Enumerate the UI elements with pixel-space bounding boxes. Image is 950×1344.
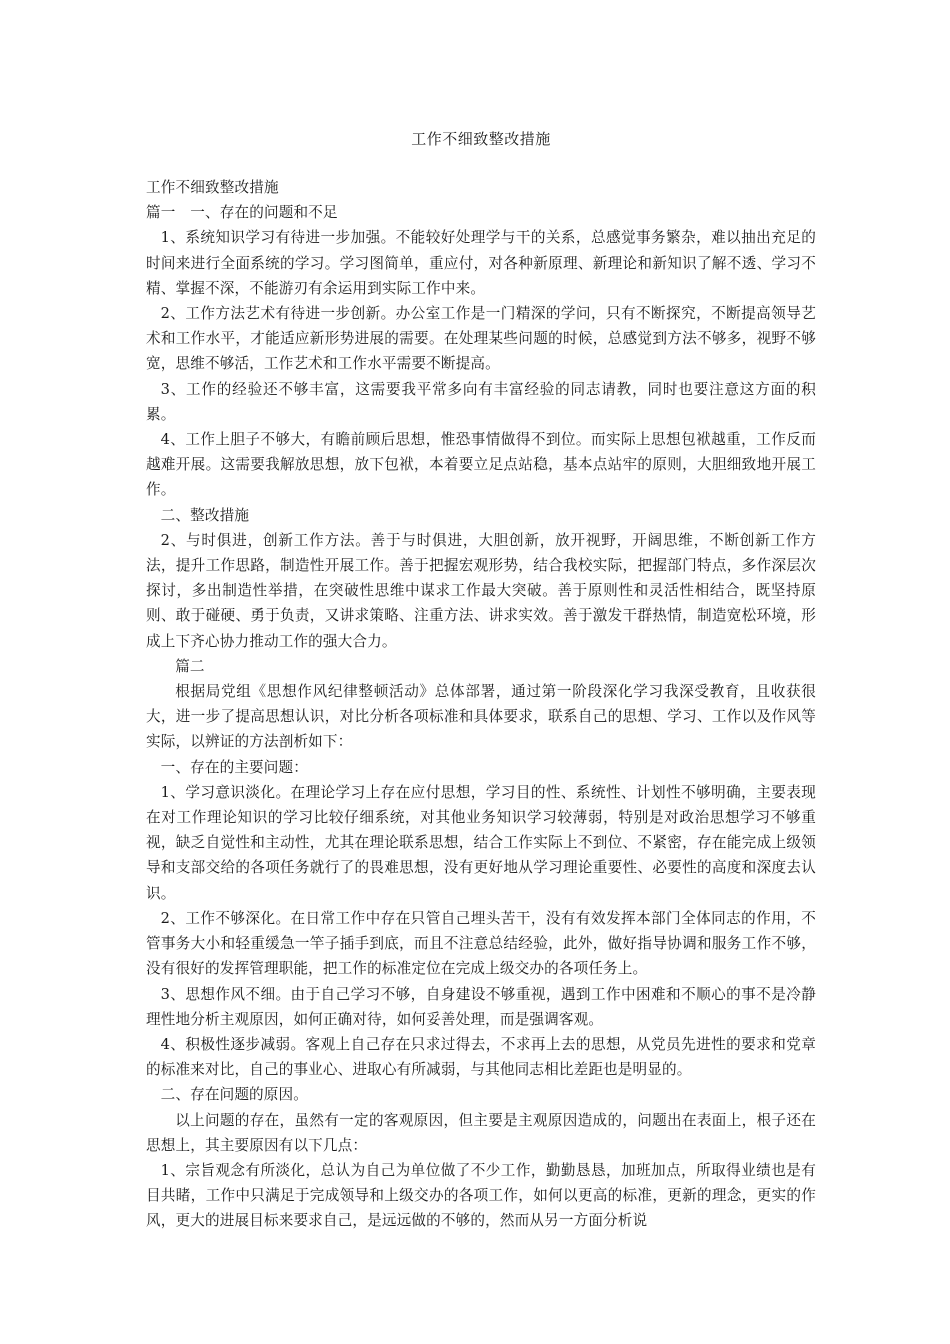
- document-body: [146, 175, 816, 1234]
- paragraph: 一、存在的主要问题：: [160, 758, 309, 776]
- paragraph: 篇二: [175, 657, 205, 675]
- paragraph: 根据局党组《思想作风纪律整顿活动》总体部署，通过第一阶段深化学习我深受教育，且收获很大，进一步了提高思想认识，对比分析各项标准和具体要求，联系自己的思想、学习、工作以及作风等实际，以辨证的方法剖析如下：: [146, 683, 816, 751]
- paragraph: 1、系统知识学习有待进一步加强。不能较好处理学与干的关系，总感觉事务繁杂，难以抽出充足的时间来进行全面系统的学习。学习图简单，重应付，对各种新原理、新理论和新知识了解不透、学习不精、掌握不深，不能游刃有余运用到实际工作中来。: [146, 229, 816, 297]
- paragraph: 3、工作的经验还不够丰富，这需要我平常多向有丰富经验的同志请教，同时也要注意这方面的积累。: [146, 380, 816, 423]
- paragraph: 2、工作不够深化。在日常工作中存在只管自己埋头苦干，没有有效发挥本部门全体同志的作用，不管事务大小和轻重缓急一竿子插手到底，而且不注意总结经验，此外，做好指导协调和服务工作不够，没有很好的发挥管理职能，把工作的标准定位在完成上级交办的各项任务上。: [146, 909, 816, 978]
- paragraph: 以上问题的存在，虽然有一定的客观原因，但主要是主观原因造成的，问题出在表面上，根子还在思想上，其主要原因有以下几点：: [146, 1111, 816, 1154]
- paragraph: 篇一 一、存在的问题和不足: [146, 204, 338, 222]
- paragraph: 3、思想作风不细。由于自己学习不够，自身建设不够重视，遇到工作中困难和不顺心的事不是冷静理性地分析主观原因，如何正确对待，如何妥善处理，而是强调客观。: [146, 985, 816, 1028]
- paragraph: 4、积极性逐步减弱。客观上自己存在只求过得去，不求再上去的思想，从党员先进性的要求和党章的标准来对比，自己的事业心、进取心有所减弱，与其他同志相比差距也是明显的。: [146, 1035, 816, 1079]
- paragraph: 二、整改措施: [160, 506, 250, 524]
- paragraph: 二、存在问题的原因。: [160, 1086, 309, 1104]
- paragraph: 4、工作上胆子不够大，有瞻前顾后思想，惟恐事情做得不到位。而实际上思想包袱越重，工作反而越难开展。这需要我解放思想，放下包袱，本着要立足点站稳，基本点站牢的原则，大胆细致地开展工作。: [146, 431, 816, 499]
- paragraph: 2、工作方法艺术有待进一步创新。办公室工作是一门精深的学问，只有不断探究，不断提高领导艺术和工作水平，才能适应新形势进展的需要。在处理某些问题的时候，总感觉到方法不够多，视野不够宽，思维不够活，工作艺术和工作水平需要不断提高。: [146, 305, 816, 373]
- paragraph: 2、与时俱进，创新工作方法。善于与时俱进，大胆创新，放开视野，开阔思维，不断创新工作方法，提升工作思路，制造性开展工作。善于把握宏观形势，结合我校实际，把握部门特点，多作深层次探讨，多出制造性举措，在突破性思维中谋求工作最大突破。善于原则性和灵活性相结合，既坚持原则、敢于碰硬、勇于负责，又讲求策略、注重方法、讲求实效。善于激发干群热情，制造宽松环境，形成上下齐心协力推动工作的强大合力。: [146, 531, 816, 650]
- document-title: 工作不细致整改措施: [411, 130, 551, 148]
- paragraph: 1、宗旨观念有所淡化，总认为自己为单位做了不少工作，勤勤恳恳，加班加点，所取得业绩也是有目共睹，工作中只满足于完成领导和上级交办的各项工作，如何以更高的标准，更新的理念，更实的作风，更大的进展目标来要求自己，是远远做的不够的，然而从另一方面分析说: [146, 1161, 816, 1230]
- paragraph: 1、学习意识淡化。在理论学习上存在应付思想，学习目的性、系统性、计划性不够明确，主要表现在对工作理论知识的学习比较仔细系统，对其他业务知识学习较薄弱，特别是对政治思想学习不够重视，缺乏自觉性和主动性，尤其在理论联系思想，结合工作实际上不到位、不紧密，存在能完成上级领导和支部交给的各项任务就行了的畏难思想，没有更好地从学习理论重要性、必要性的高度和深度去认识。: [146, 783, 816, 902]
- paragraph: 工作不细致整改措施: [146, 179, 279, 196]
